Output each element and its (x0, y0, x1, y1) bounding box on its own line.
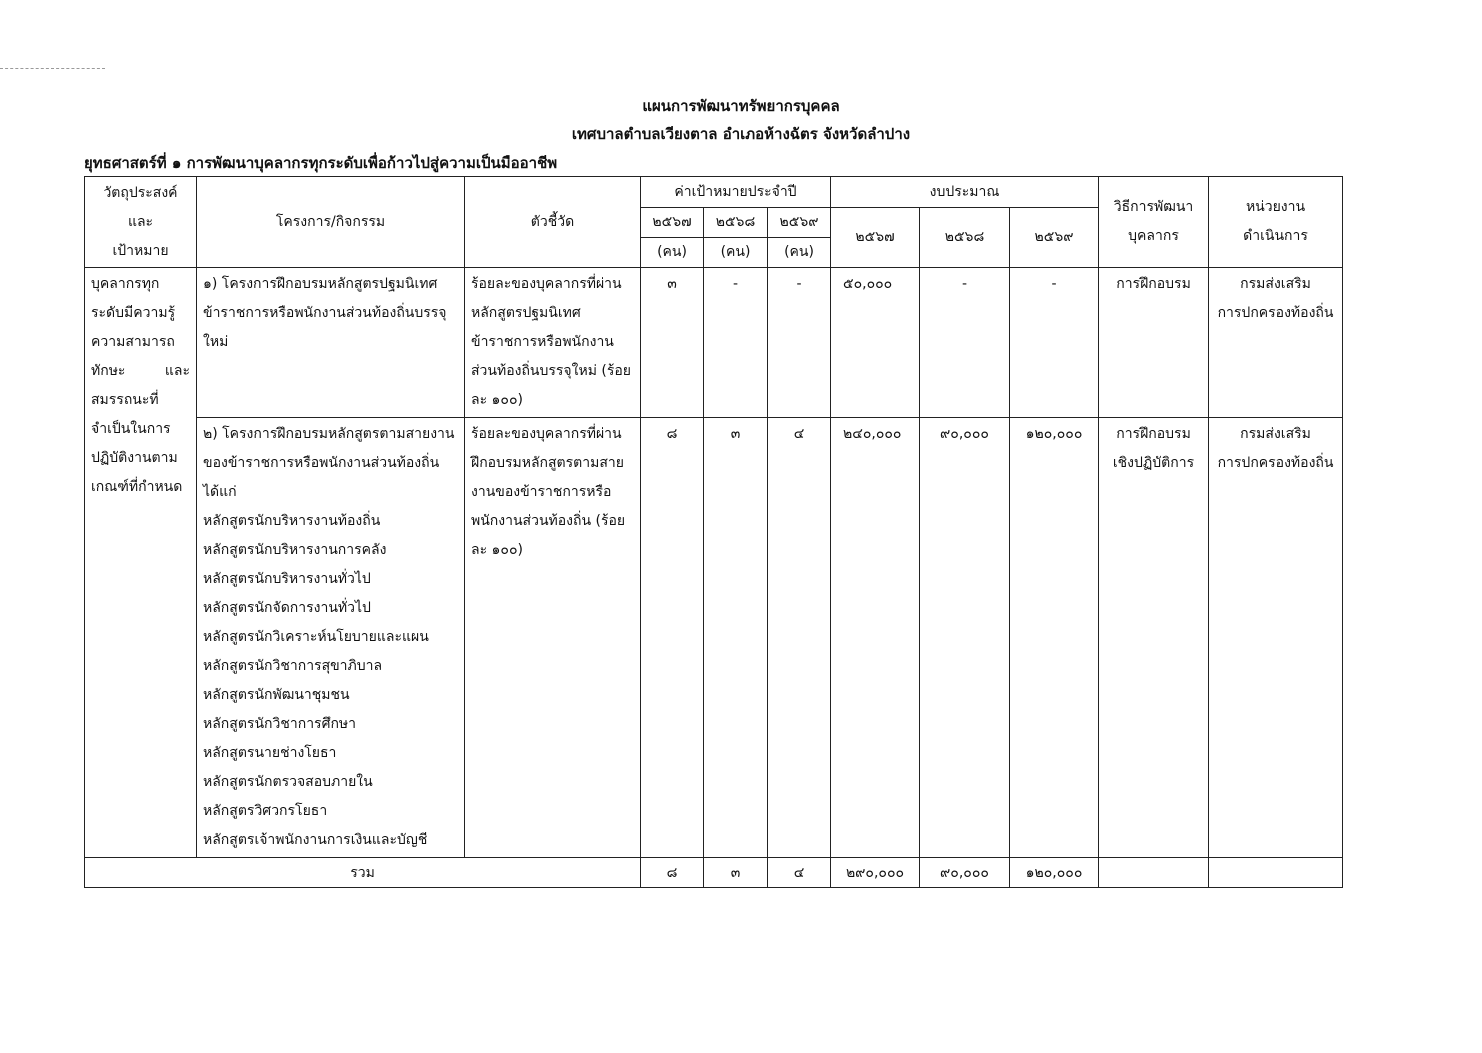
header-target-unit: (คน) (704, 238, 768, 268)
header-objective: วัตถุประสงค์ และ เป้าหมาย (85, 177, 197, 268)
total-budget-cell: ๒๙๐,๐๐๐ (831, 858, 920, 888)
document-subtitle: เทศบาลตำบลเวียงตาล อำเภอห้างฉัตร จังหวัดลำปาง (571, 125, 911, 143)
header-budget-group: งบประมาณ (831, 177, 1099, 208)
total-target-cell: ๓ (704, 858, 768, 888)
header-target-unit: (คน) (768, 238, 831, 268)
budget-cell: ๑๒๐,๐๐๐ (1010, 418, 1099, 858)
header-target-year: ๒๕๖๗ (641, 208, 704, 238)
total-budget-cell: ๑๒๐,๐๐๐ (1010, 858, 1099, 888)
total-label: รวม (85, 858, 641, 888)
target-cell: ๓ (704, 418, 768, 858)
header-indicator: ตัวชี้วัด (465, 177, 641, 268)
strategy-heading: ยุทธศาสตร์ที่ ๑ การพัฒนาบุคลากรทุกระดับเพื่อก้าวไปสู่ความเป็นมืออาชีพ (84, 154, 558, 172)
header-method: วิธีการพัฒนา บุคลากร (1099, 177, 1209, 268)
header-budget-year: ๒๕๖๙ (1010, 208, 1099, 268)
target-cell: ๘ (641, 418, 704, 858)
total-empty-cell (1209, 858, 1343, 888)
project-cell: ๒) โครงการฝึกอบรมหลักสูตรตามสายงานของข้าราชการหรือพนักงานส่วนท้องถิ่น ได้แก่ หลักสูตรนักบริหารงานท้องถิ่น หลักสูตรนักบริหารงานการคลัง หลักสูตรนักบริหารงานทั่วไป หลักสูตรนักจัดการงานทั่วไป หลักสูตรนักวิเคราะห์นโยบายและแผน หลักสูตรนักวิชาการสุขาภิบาล หลักสูตรนักพัฒนาชุมชน หลักสูตรนักวิชาการศึกษา หลักสูตรนายช่างโยธา หลักสูตรนักตรวจสอบภายใน หลักสูตรวิศวกรโยธา หลักสูตรเจ้าพนักงานการเงินและบัญชี (197, 418, 465, 858)
target-cell: - (768, 268, 831, 418)
target-cell: ๓ (641, 268, 704, 418)
target-cell: ๔ (768, 418, 831, 858)
objective-cell: บุคลากรทุกระดับมีความรู้ความสามารถ ทักษะ และสมรรถนะที่จำเป็นในการปฏิบัติงานตามเกณฑ์ที่กำหนด (85, 268, 197, 858)
budget-cell: ๕๐,๐๐๐ (831, 268, 920, 418)
scan-artifact-line (0, 68, 105, 69)
indicator-cell: ร้อยละของบุคลากรที่ผ่านหลักสูตรปฐมนิเทศข้าราชการหรือพนักงานส่วนท้องถิ่นบรรจุใหม่ (ร้อยละ ๑๐๐) (465, 268, 641, 418)
budget-cell: ๙๐,๐๐๐ (920, 418, 1010, 858)
budget-cell: ๒๔๐,๐๐๐ (831, 418, 920, 858)
header-target-year: ๒๕๖๙ (768, 208, 831, 238)
header-target-year: ๒๕๖๘ (704, 208, 768, 238)
header-agency: หน่วยงาน ดำเนินการ (1209, 177, 1343, 268)
total-row (85, 858, 1343, 888)
hr-development-plan-table (84, 176, 1343, 888)
target-cell: - (704, 268, 768, 418)
table-row (85, 418, 1343, 858)
document-title: แผนการพัฒนาทรัพยากรบุคคล (642, 97, 840, 115)
project-cell: ๑) โครงการฝึกอบรมหลักสูตรปฐมนิเทศข้าราชการหรือพนักงานส่วนท้องถิ่นบรรจุใหม่ (197, 268, 465, 418)
method-cell: การฝึกอบรม เชิงปฏิบัติการ (1099, 418, 1209, 858)
header-target-group: ค่าเป้าหมายประจำปี (641, 177, 831, 208)
method-cell: การฝึกอบรม (1099, 268, 1209, 418)
agency-cell: กรมส่งเสริม การปกครองท้องถิ่น (1209, 268, 1343, 418)
budget-cell: - (1010, 268, 1099, 418)
total-target-cell: ๔ (768, 858, 831, 888)
budget-cell: - (920, 268, 1010, 418)
agency-cell: กรมส่งเสริม การปกครองท้องถิ่น (1209, 418, 1343, 858)
total-target-cell: ๘ (641, 858, 704, 888)
header-budget-year: ๒๕๖๗ (831, 208, 920, 268)
indicator-cell: ร้อยละของบุคลากรที่ผ่านฝึกอบรมหลักสูตรตามสายงานของข้าราชการหรือพนักงานส่วนท้องถิ่น (ร้อยละ ๑๐๐) (465, 418, 641, 858)
header-target-unit: (คน) (641, 238, 704, 268)
header-budget-year: ๒๕๖๘ (920, 208, 1010, 268)
total-budget-cell: ๙๐,๐๐๐ (920, 858, 1010, 888)
table-row (85, 268, 1343, 418)
header-project: โครงการ/กิจกรรม (197, 177, 465, 268)
total-empty-cell (1099, 858, 1209, 888)
